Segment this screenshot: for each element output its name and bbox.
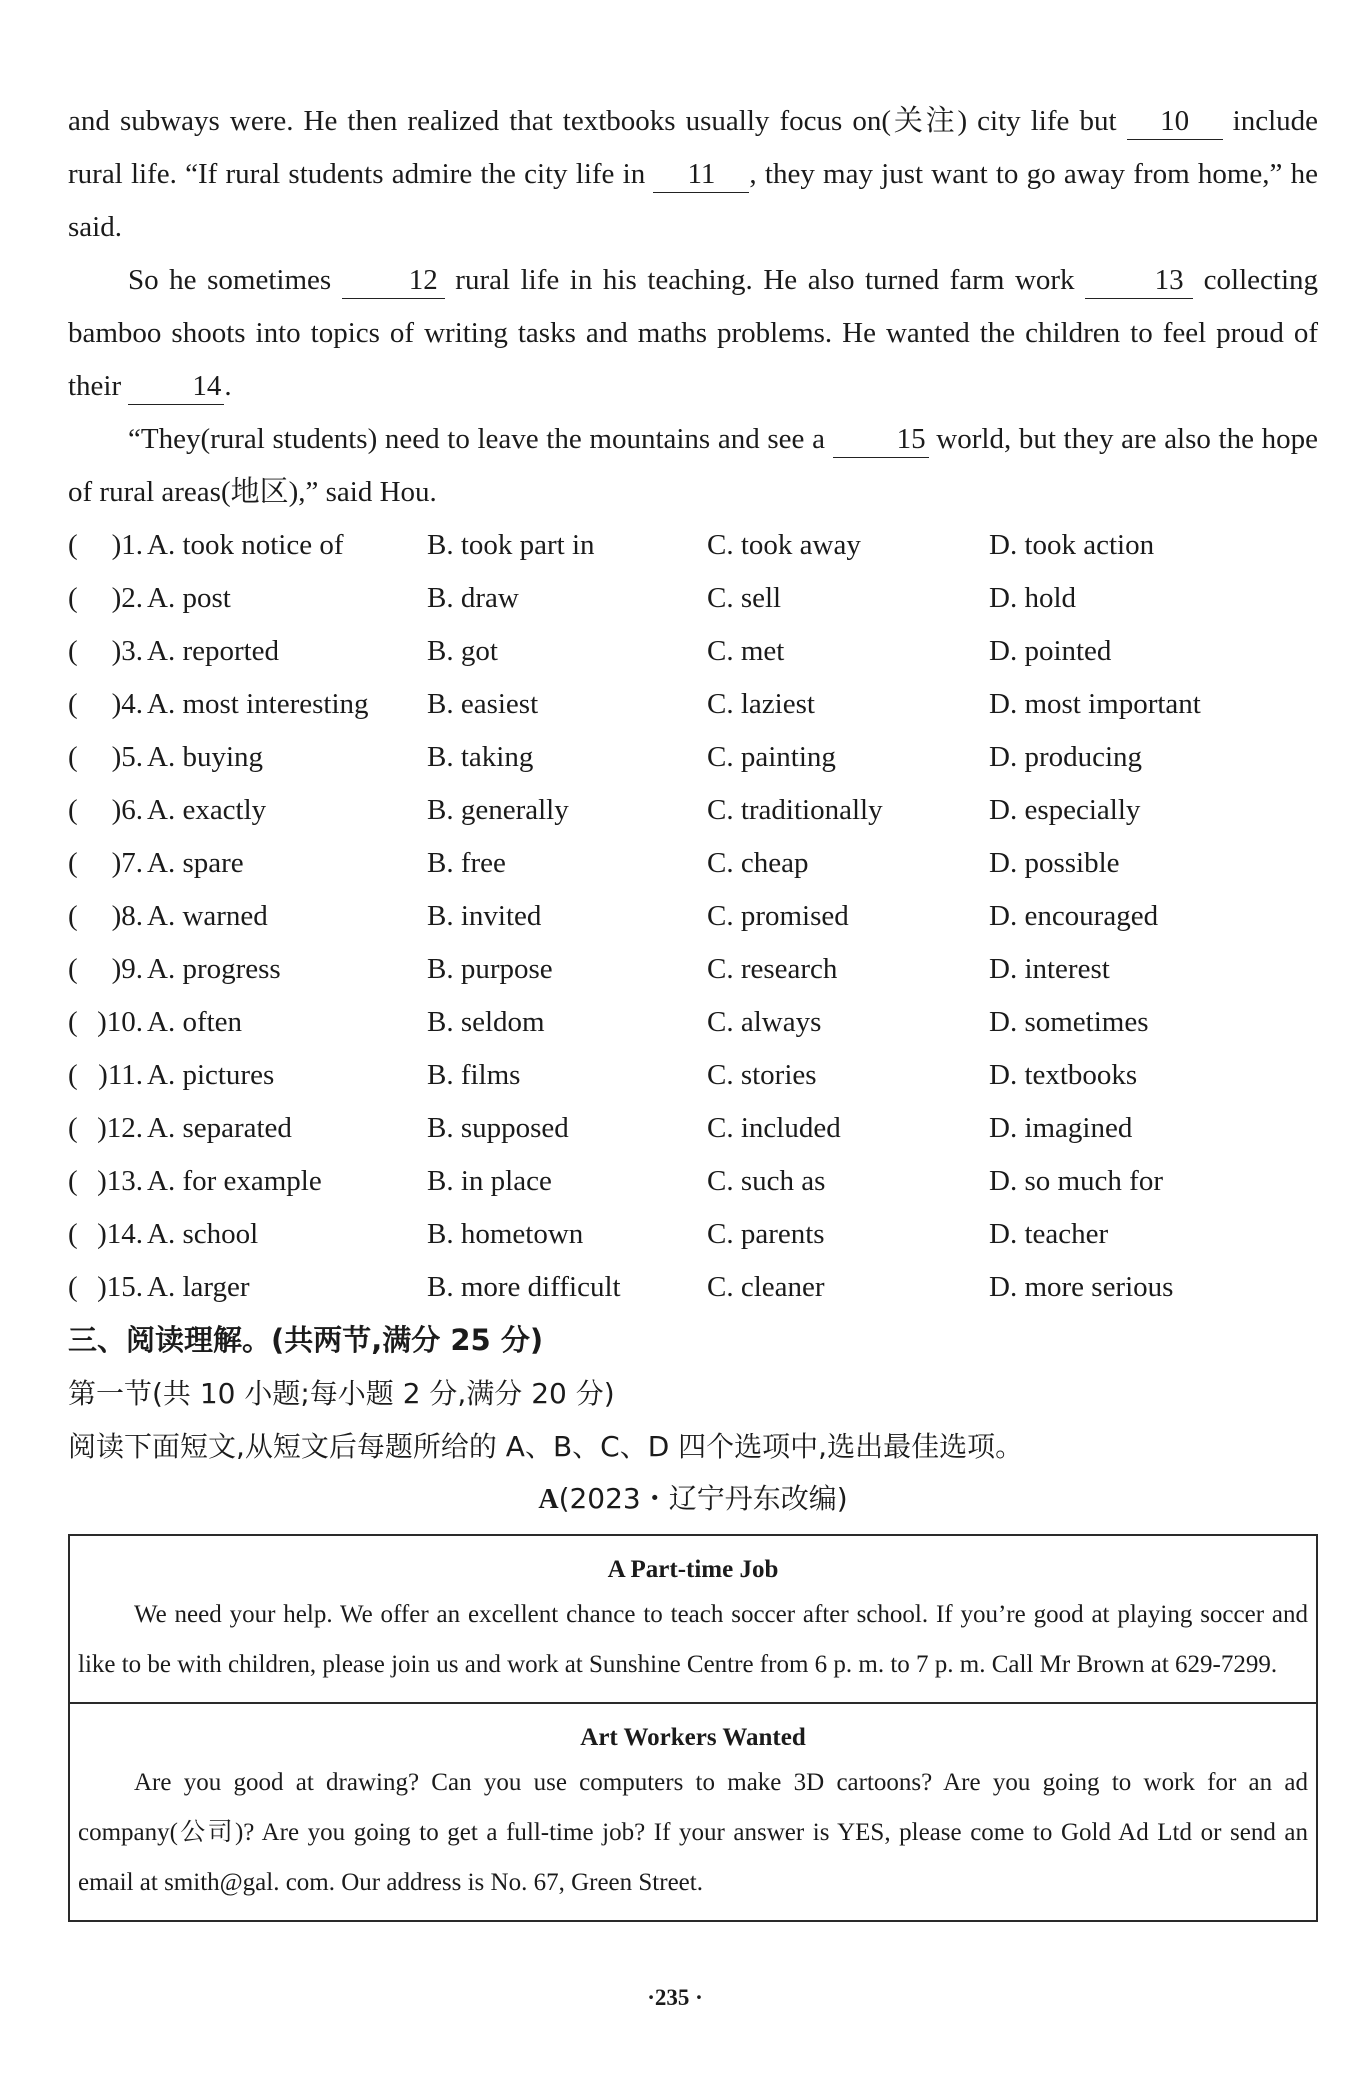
question-number: )4.	[111, 688, 143, 720]
passage-text: “They(rural students) need to leave the mountains and see a	[128, 423, 825, 455]
passage-paragraph-1	[68, 95, 1318, 254]
option-d: D. pointed	[989, 635, 1112, 667]
question-row	[68, 996, 1318, 1049]
question-row	[68, 1102, 1318, 1155]
option-a: A. reported	[147, 635, 280, 667]
option-b: B. invited	[427, 900, 542, 932]
option-d: D. encouraged	[989, 900, 1159, 932]
option-b: B. got	[427, 635, 498, 667]
option-a: A. spare	[147, 847, 244, 879]
option-d: D. teacher	[989, 1218, 1109, 1250]
answer-paren[interactable]: (	[68, 847, 78, 879]
option-c: C. met	[707, 635, 785, 667]
question-row	[68, 837, 1318, 890]
option-d: D. producing	[989, 741, 1143, 773]
question-row	[68, 625, 1318, 678]
question-row	[68, 1261, 1318, 1314]
question-number: )14.	[97, 1218, 143, 1250]
answer-paren[interactable]: (	[68, 1271, 78, 1303]
blank-14: 14	[128, 368, 224, 405]
answer-paren[interactable]: (	[68, 635, 78, 667]
option-b: B. seldom	[427, 1006, 545, 1038]
option-c: C. promised	[707, 900, 849, 932]
ad-title: A Part-time Job	[607, 1556, 779, 1583]
option-a: A. buying	[147, 741, 263, 773]
answer-paren[interactable]: (	[68, 688, 78, 720]
ad-part-time-job	[70, 1536, 1316, 1702]
option-d: D. especially	[989, 794, 1141, 826]
option-b: B. took part in	[427, 529, 595, 561]
option-c: C. cheap	[707, 847, 809, 879]
option-a: A. school	[147, 1218, 259, 1250]
option-a: A. larger	[147, 1271, 250, 1303]
passage-paragraph-2	[68, 254, 1318, 413]
option-b: B. easiest	[427, 688, 539, 720]
option-b: B. purpose	[427, 953, 553, 985]
option-b: B. films	[427, 1059, 521, 1091]
question-number: )13.	[97, 1165, 143, 1197]
passage-text: .	[224, 370, 232, 402]
answer-paren[interactable]: (	[68, 1218, 78, 1250]
question-number: )6.	[111, 794, 143, 826]
question-number: )5.	[111, 741, 143, 773]
question-number: )15.	[97, 1271, 143, 1303]
question-row	[68, 784, 1318, 837]
blank-10: 10	[1127, 103, 1223, 140]
option-c: C. painting	[707, 741, 836, 773]
option-c: C. included	[707, 1112, 841, 1144]
question-row	[68, 731, 1318, 784]
answer-paren[interactable]: (	[68, 953, 78, 985]
option-d: D. hold	[989, 582, 1076, 614]
question-row	[68, 943, 1318, 996]
option-a: A. separated	[147, 1112, 292, 1144]
question-row	[68, 1049, 1318, 1102]
option-c: C. laziest	[707, 688, 815, 720]
option-b: B. supposed	[427, 1112, 569, 1144]
question-number: )7.	[111, 847, 143, 879]
option-c: C. sell	[707, 582, 782, 614]
ads-box	[68, 1534, 1318, 1922]
blank-11: 11	[653, 156, 749, 193]
question-number: )10.	[97, 1006, 143, 1038]
option-a: A. warned	[147, 900, 268, 932]
passage-text: rural life in his teaching. He also turned farm work	[455, 264, 1075, 296]
option-a: A. pictures	[147, 1059, 275, 1091]
option-b: B. in place	[427, 1165, 552, 1197]
option-b: B. taking	[427, 741, 534, 773]
question-row	[68, 572, 1318, 625]
option-b: B. generally	[427, 794, 569, 826]
option-b: B. free	[427, 847, 506, 879]
section-heading: 三、阅读理解。(共两节,满分 25 分)	[68, 1323, 544, 1357]
passage-text: collecting bamboo shoots into topics of writing tasks and maths problems. He wanted the children to feel proud of their	[68, 264, 1319, 402]
ad-art-workers	[70, 1702, 1316, 1920]
option-d: D. sometimes	[989, 1006, 1149, 1038]
page-content	[68, 95, 1318, 1922]
option-a: A. most interesting	[147, 688, 369, 720]
option-d: D. imagined	[989, 1112, 1133, 1144]
blank-13: 13	[1085, 262, 1193, 299]
option-c: C. such as	[707, 1165, 826, 1197]
option-c: C. stories	[707, 1059, 817, 1091]
answer-paren[interactable]: (	[68, 1059, 78, 1091]
question-number: )12.	[97, 1112, 143, 1144]
answer-paren[interactable]: (	[68, 1006, 78, 1038]
option-a: A. exactly	[147, 794, 267, 826]
option-d: D. more serious	[989, 1271, 1174, 1303]
answer-paren[interactable]: (	[68, 794, 78, 826]
answer-paren[interactable]: (	[68, 741, 78, 773]
question-row	[68, 890, 1318, 943]
question-number: )9.	[111, 953, 143, 985]
option-b: B. draw	[427, 582, 519, 614]
answer-paren[interactable]: (	[68, 1165, 78, 1197]
question-row	[68, 678, 1318, 731]
option-c: C. research	[707, 953, 838, 985]
option-b: B. hometown	[427, 1218, 584, 1250]
option-c: C. cleaner	[707, 1271, 825, 1303]
option-d: D. so much for	[989, 1165, 1163, 1197]
blank-15: 15	[833, 421, 929, 458]
passage-source: (2023・辽宁丹东改编)	[558, 1482, 848, 1515]
answer-paren[interactable]: (	[68, 582, 78, 614]
passage-text: world, but they are also the hope of rural areas(地区),” said Hou.	[68, 423, 1319, 508]
ad-body: We need your help. We offer an excellent chance to teach soccer after school. If you’re good at playing soccer and like to be with children, please join us and work at Sunshine Centre from 6 p. m. to 7 p. m. Call Mr Brown at 629-7299.	[78, 1601, 1308, 1678]
passage-text: So he sometimes	[128, 264, 332, 296]
passage-text: and subways were. He then realized that textbooks usually focus on(关注) city life but	[68, 105, 1117, 137]
passage-letter: A	[538, 1484, 559, 1515]
option-b: B. more difficult	[427, 1271, 621, 1303]
passage-text: , they may just want to go away from home,” he said.	[68, 158, 1318, 243]
answer-paren[interactable]: (	[68, 529, 78, 561]
page-number: ·235 ·	[647, 1985, 703, 2010]
option-d: D. most important	[989, 688, 1201, 720]
option-a: A. took notice of	[147, 529, 344, 561]
option-d: D. textbooks	[989, 1059, 1138, 1091]
option-d: D. interest	[989, 953, 1110, 985]
answer-paren[interactable]: (	[68, 1112, 78, 1144]
option-a: A. often	[147, 1006, 243, 1038]
option-c: C. took away	[707, 529, 861, 561]
blank-12: 12	[342, 262, 445, 299]
question-number: )1.	[111, 529, 143, 561]
option-d: D. took action	[989, 529, 1155, 561]
option-c: C. always	[707, 1006, 822, 1038]
option-a: A. post	[147, 582, 231, 614]
question-number: )3.	[111, 635, 143, 667]
option-d: D. possible	[989, 847, 1120, 879]
passage-label	[68, 1473, 1318, 1526]
section-instruction: 阅读下面短文,从短文后每题所给的 A、B、C、D 四个选项中,选出最佳选项。	[68, 1430, 1024, 1463]
option-c: C. parents	[707, 1218, 825, 1250]
option-c: C. traditionally	[707, 794, 883, 826]
question-row	[68, 1208, 1318, 1261]
passage-text: include rural life. “If rural students admire the city life in	[68, 105, 1319, 190]
section-part-heading: 第一节(共 10 小题;每小题 2 分,满分 20 分)	[68, 1377, 615, 1410]
question-number: )2.	[111, 582, 143, 614]
question-row	[68, 519, 1318, 572]
passage-paragraph-3	[68, 413, 1318, 519]
option-a: A. for example	[147, 1165, 322, 1197]
ad-body: Are you good at drawing? Can you use computers to make 3D cartoons? Are you going to work for an ad company(公司)? Are you going to get a full-time job? If your answer is YES, please come to Gold Ad Ltd or send an email at smith@gal. com. Our address is No. 67, Green Street.	[78, 1769, 1308, 1896]
cloze-options-list	[68, 519, 1318, 1314]
ad-title: Art Workers Wanted	[580, 1724, 806, 1751]
question-number: )11.	[98, 1059, 143, 1091]
option-a: A. progress	[147, 953, 281, 985]
question-row	[68, 1155, 1318, 1208]
answer-paren[interactable]: (	[68, 900, 78, 932]
question-number: )8.	[111, 900, 143, 932]
